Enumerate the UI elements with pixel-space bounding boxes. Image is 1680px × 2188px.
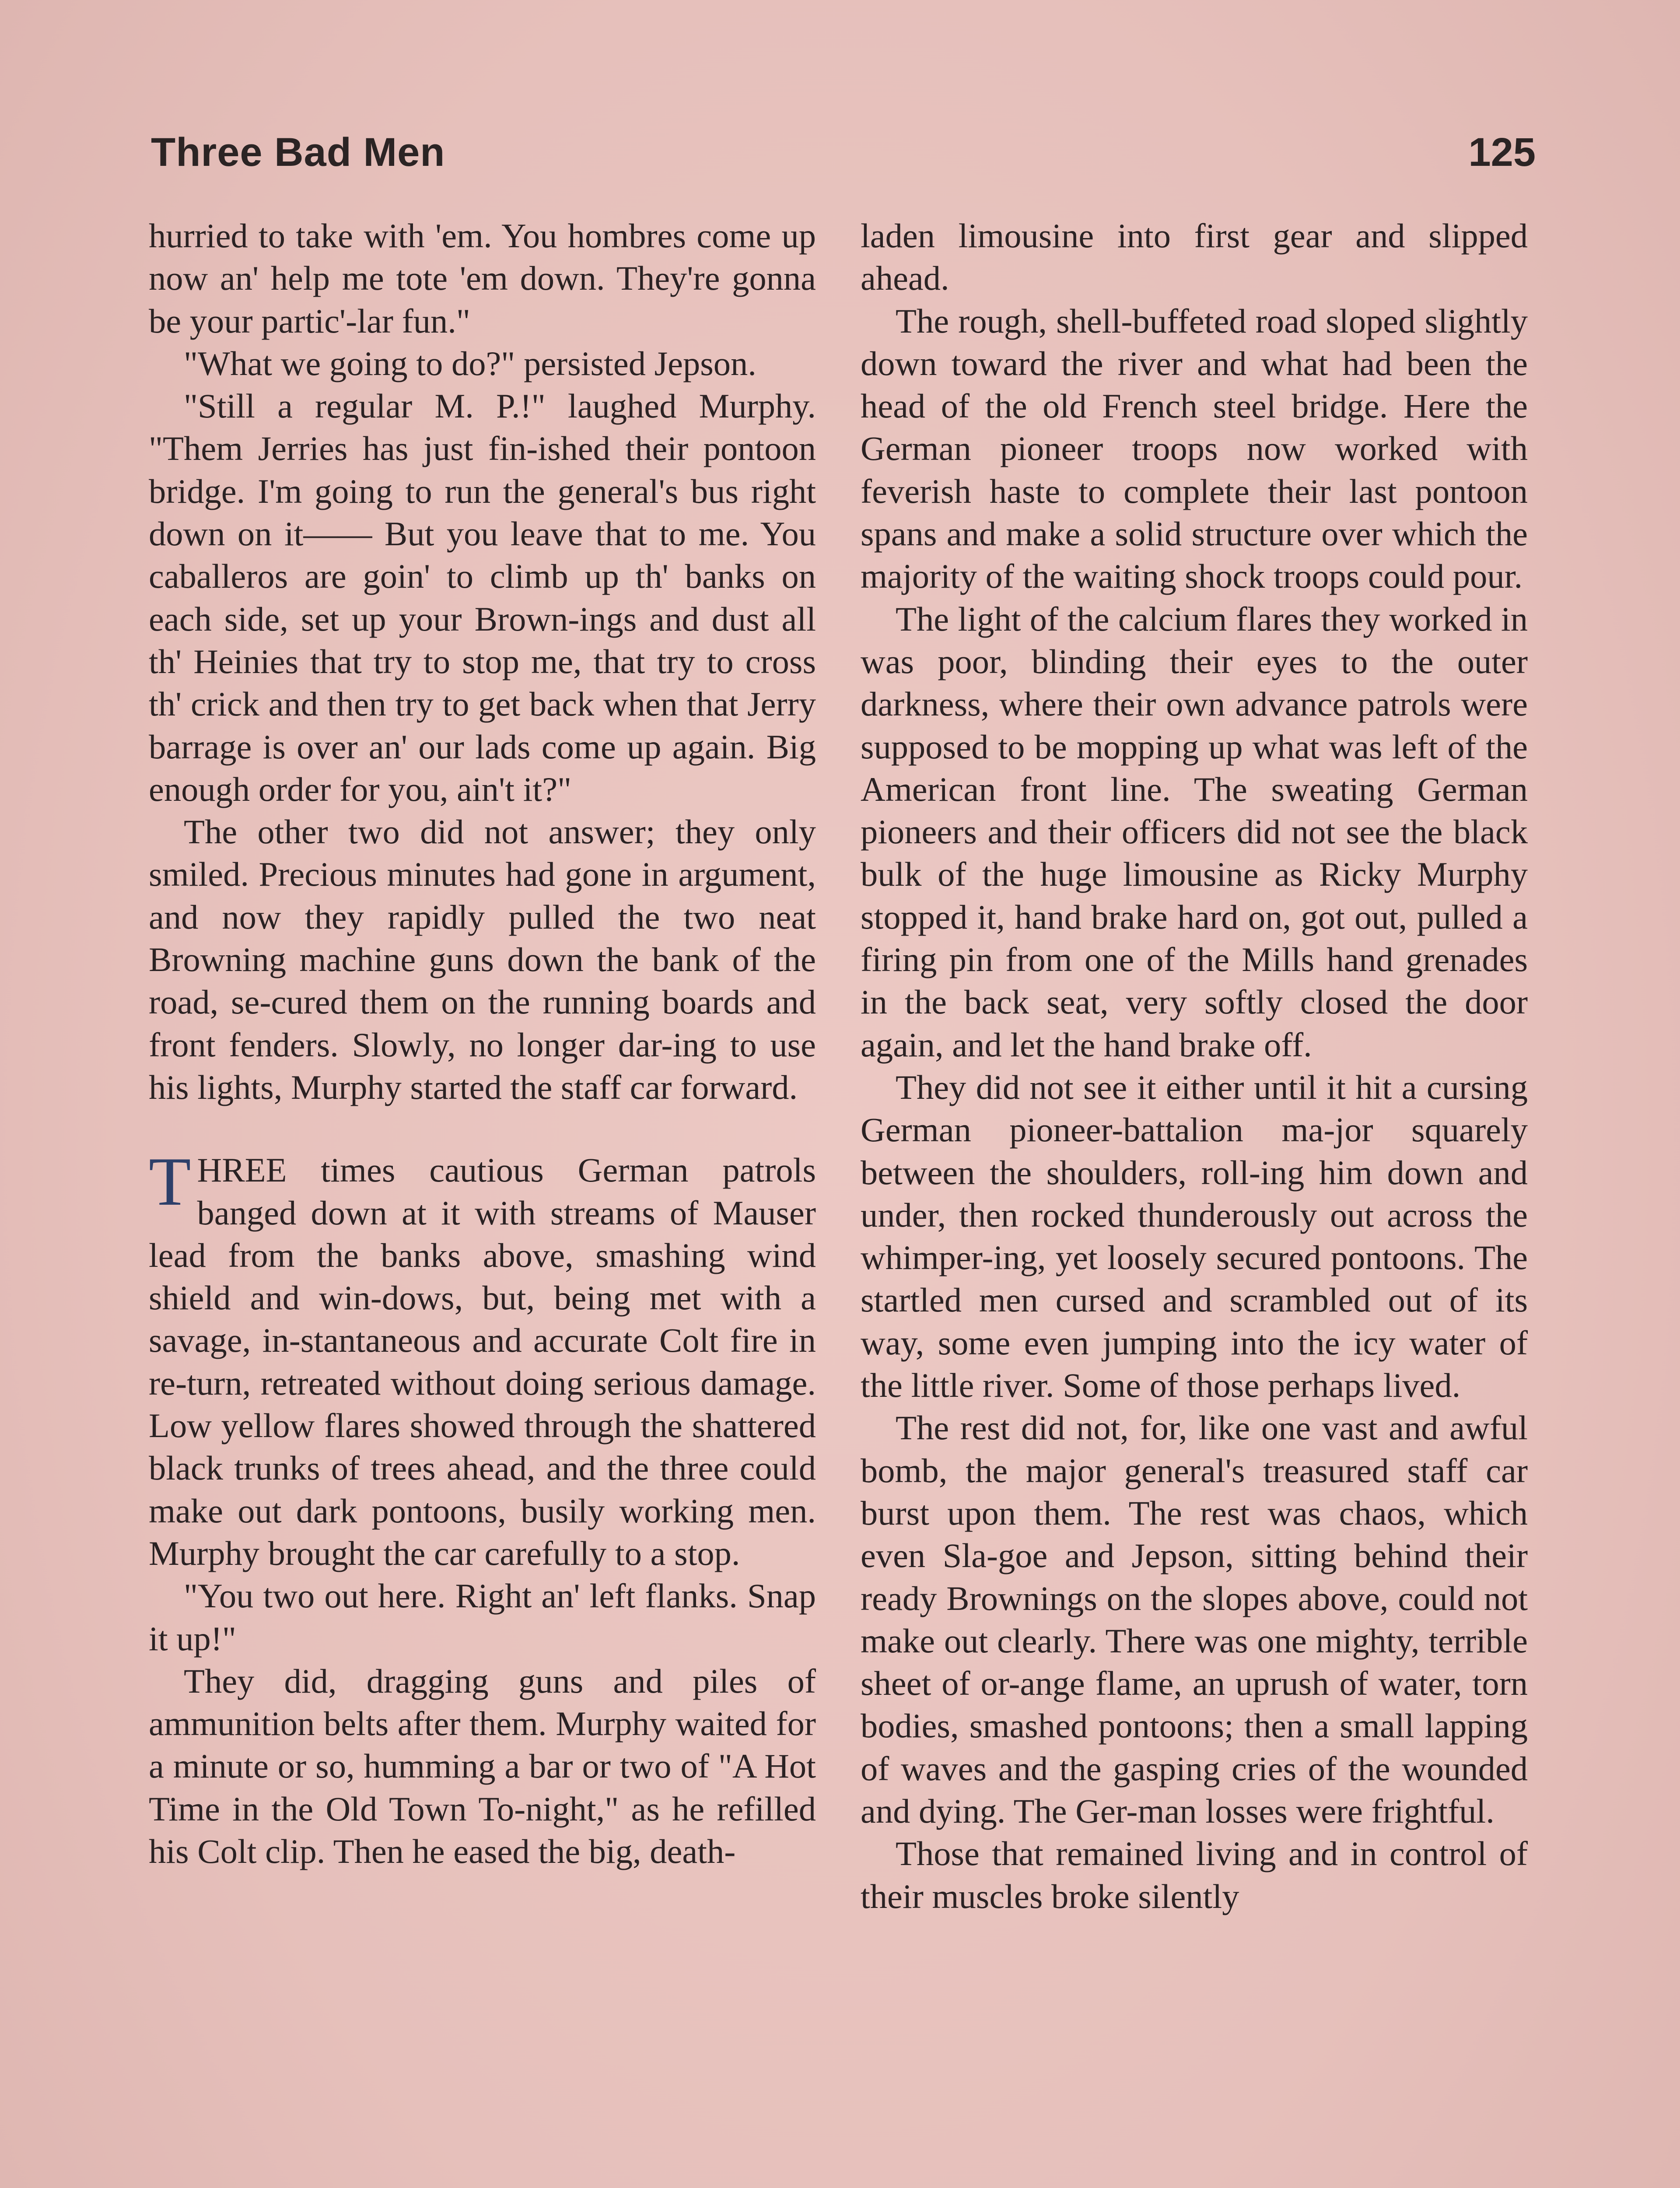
running-head [151, 130, 1536, 182]
paragraph: "Still a regular M. P.!" laughed Murphy. "Them Jerries has just fin-ished their pontoon bridge. I'm going to run the general's bus right down on it—— But you leave that to me. You caballeros are goin' to climb up th' banks on each side, set up your Brown-ings and dust all th' Heinies that try to stop me, that try to cross th' crick and then try to get back when that Jerry barrage is over an' our lads come up again. Big enough order for you, ain't it?" [149, 387, 816, 808]
paragraph: They did not see it either until it hit a cursing German pioneer-battalion ma-jor squarely between the shoulders, roll-ing him down and under, then rocked thunderously out across the whimper-ing, yet loosely secured pontoons. The startled men cursed and scrambled out of its way, some even jumping into the icy water of the little river. Some of those perhaps lived. [861, 1068, 1528, 1405]
section-opening-text: HREE times cautious German patrols banged down at it with streams of Mauser lead from the banks above, smashing wind shield and win-dows, but, being met with a savage, in-stantaneous and accurate Colt fire in re-turn, retreated without doing serious damage. Low yellow flares showed through the shattered black trunks of trees ahead, and the three could make out dark pontoons, busily working men. Murphy brought the car carefully to a stop. [149, 1151, 816, 1572]
paragraph: laden limousine into first gear and slipped ahead. [861, 217, 1528, 298]
paragraph: The light of the calcium flares they worked in was poor, blinding their eyes to the outer darkness, where their own advance patrols were supposed to be mopping up what was left of the American front line. The sweating German pioneers and their officers did not see the black bulk of the huge limousine as Ricky Murphy stopped it, hand brake hard on, got out, pulled a firing pin from one of the Mills hand grenades in the back seat, very softly closed the door again, and let the hand brake off. [861, 600, 1528, 1064]
right-column [861, 214, 1528, 1918]
page-number: 125 [1468, 130, 1536, 175]
paragraph: hurried to take with 'em. You hombres come up now an' help me tote 'em down. They're gonna be your partic'-lar fun." [149, 217, 816, 340]
paragraph: The rest did not, for, like one vast and awful bomb, the major general's treasured staff car burst upon them. The rest was chaos, which even Sla-goe and Jepson, sitting behind their ready Brownings on the slopes above, could not make out clearly. There was one mighty, terrible sheet of or-ange flame, an uprush of water, torn bodies, smashed pontoons; then a small lapping of waves and the gasping cries of the wounded and dying. The Ger-man losses were frightful. [861, 1409, 1528, 1830]
paragraph: The rough, shell-buffeted road sloped slightly down toward the river and what had been the head of the old French steel bridge. Here the German pioneer troops now worked with feverish haste to complete their last pontoon spans and make a solid structure over which the majority of the waiting shock troops could pour. [861, 302, 1528, 596]
paragraph: "You two out here. Right an' left flanks. Snap it up!" [149, 1577, 816, 1658]
section-break [149, 1108, 816, 1149]
section-opening-paragraph [149, 1143, 816, 1574]
drop-cap: T [149, 1143, 191, 1220]
paragraph: "What we going to do?" persisted Jepson. [184, 344, 756, 382]
paragraph: They did, dragging guns and piles of ammunition belts after them. Murphy waited for a minute or so, humming a bar or two of "A Hot Time in the Old Town To-night," as he refilled his Colt clip. Then he eased the big, death- [149, 1662, 816, 1870]
paragraph: Those that remained living and in control of their muscles broke silently [861, 1834, 1528, 1915]
paragraph: The other two did not answer; they only smiled. Precious minutes had gone in argument, and now they rapidly pulled the two neat Browning machine guns down the bank of the road, se-cured them on the running boards and front fenders. Slowly, no longer dar-ing to use his lights, Murphy started the staff car forward. [149, 813, 816, 1106]
left-column [149, 214, 816, 1872]
page-title: Three Bad Men [151, 130, 445, 175]
